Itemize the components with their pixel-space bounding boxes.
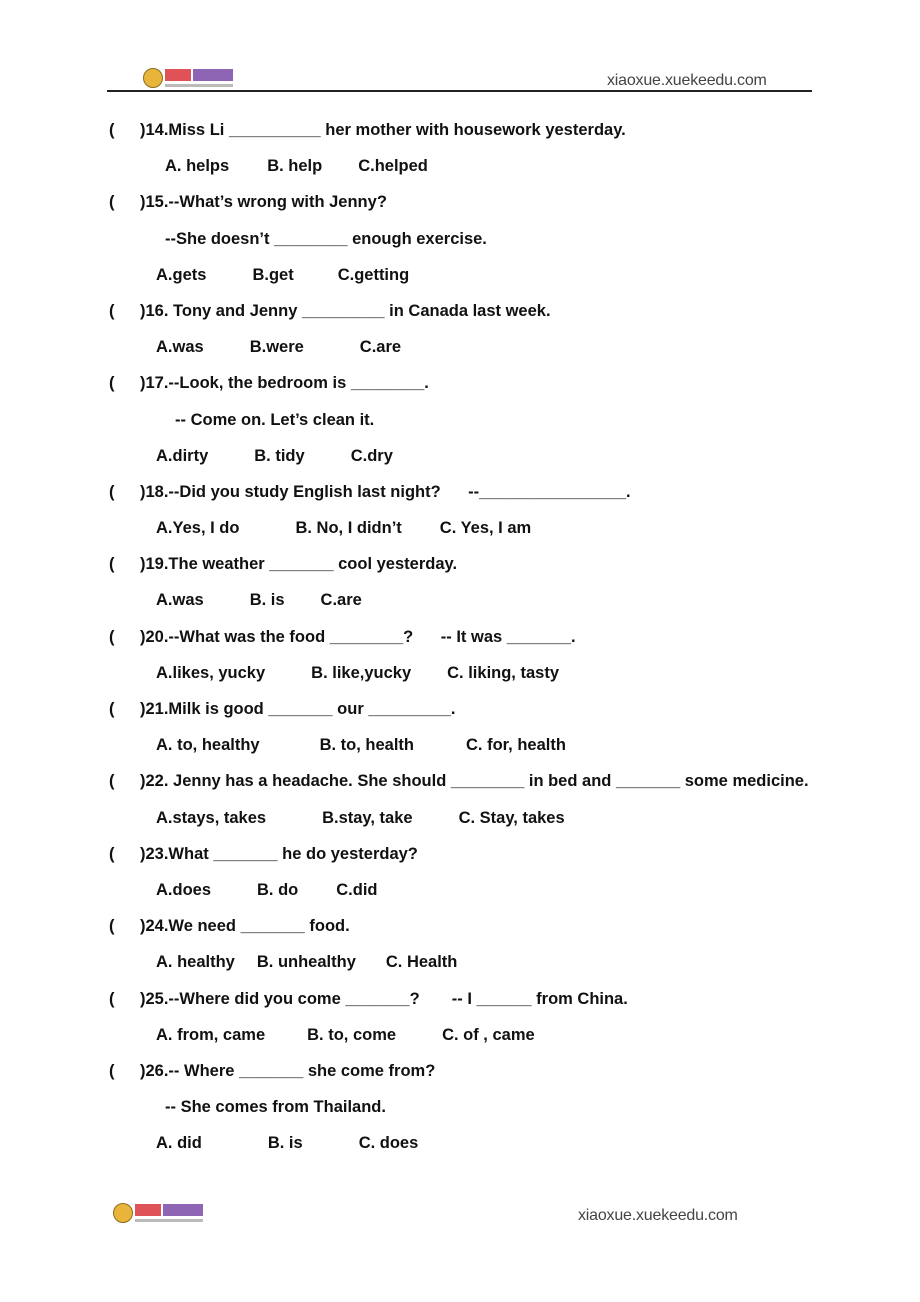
options bbox=[156, 1125, 418, 1161]
option-c[interactable]: C.dry bbox=[350, 446, 393, 465]
question-list bbox=[0, 112, 920, 1161]
question-row bbox=[0, 1053, 920, 1089]
option-c[interactable]: C. Health bbox=[385, 953, 458, 972]
question-row bbox=[0, 474, 920, 510]
option-c[interactable]: C.are bbox=[320, 591, 362, 610]
option-a[interactable]: A.stays, takes bbox=[156, 808, 267, 827]
question-row bbox=[0, 763, 920, 799]
question-stem: )24.We need _______ food. bbox=[140, 917, 350, 936]
options-row bbox=[0, 510, 920, 546]
options bbox=[156, 800, 565, 836]
options bbox=[156, 438, 393, 474]
question-row bbox=[0, 981, 920, 1017]
option-c[interactable]: C.getting bbox=[337, 265, 410, 284]
option-b[interactable]: B. tidy bbox=[254, 446, 305, 465]
option-b[interactable]: B.get bbox=[252, 265, 294, 284]
options-row bbox=[0, 1017, 920, 1053]
options bbox=[156, 510, 531, 546]
site-logo bbox=[143, 66, 235, 90]
option-a[interactable]: A. healthy bbox=[156, 953, 235, 972]
option-b[interactable]: B. like,yucky bbox=[311, 663, 412, 682]
options-row bbox=[0, 582, 920, 618]
question-stem: )14.Miss Li __________ her mother with housework yesterday. bbox=[140, 121, 626, 139]
answer-blank-paren[interactable]: ( bbox=[109, 917, 115, 936]
option-c[interactable]: C. of , came bbox=[442, 1025, 535, 1044]
answer-blank-paren[interactable]: ( bbox=[109, 482, 115, 501]
answer-blank-paren[interactable]: ( bbox=[109, 555, 115, 574]
option-b[interactable]: B. help bbox=[267, 157, 323, 176]
option-a[interactable]: A. to, healthy bbox=[156, 736, 260, 755]
question-row bbox=[0, 836, 920, 872]
option-c[interactable]: C.did bbox=[336, 880, 378, 899]
question-row bbox=[0, 184, 920, 220]
option-a[interactable]: A.dirty bbox=[156, 446, 209, 465]
options bbox=[156, 329, 401, 365]
followup-row bbox=[0, 1089, 920, 1125]
options bbox=[156, 1017, 535, 1053]
answer-blank-paren[interactable]: ( bbox=[109, 121, 115, 139]
option-a[interactable]: A.likes, yucky bbox=[156, 663, 266, 682]
options bbox=[165, 148, 428, 184]
option-b[interactable]: B. unhealthy bbox=[256, 953, 356, 972]
question-stem: )22. Jenny has a headache. She should ________ in bed and _______ some medicine. bbox=[140, 772, 809, 791]
question-stem: )15.--What’s wrong with Jenny? bbox=[140, 193, 387, 212]
option-b[interactable]: B.were bbox=[249, 338, 304, 357]
question-followup: -- Come on. Let’s clean it. bbox=[175, 410, 375, 429]
option-c[interactable]: C.are bbox=[359, 338, 402, 357]
question-stem: )20.--What was the food ________? -- It was _______. bbox=[140, 627, 576, 646]
option-c[interactable]: C. liking, tasty bbox=[447, 663, 559, 682]
followup-row bbox=[0, 402, 920, 438]
question-stem: )23.What _______ he do yesterday? bbox=[140, 844, 418, 863]
question-row bbox=[0, 691, 920, 727]
question-row bbox=[0, 619, 920, 655]
followup-row bbox=[0, 221, 920, 257]
options-row bbox=[0, 257, 920, 293]
options bbox=[156, 582, 362, 618]
answer-blank-paren[interactable]: ( bbox=[109, 989, 115, 1008]
answer-blank-paren[interactable]: ( bbox=[109, 844, 115, 863]
option-c[interactable]: C. for, health bbox=[466, 736, 566, 755]
question-stem: )21.Milk is good _______ our _________. bbox=[140, 700, 456, 718]
options bbox=[156, 655, 559, 691]
question-followup: --She doesn’t ________ enough exercise. bbox=[165, 229, 487, 248]
option-c[interactable]: C. Yes, I am bbox=[439, 519, 532, 538]
question-row bbox=[0, 908, 920, 944]
answer-blank-paren[interactable]: ( bbox=[109, 301, 115, 320]
option-b[interactable]: B. do bbox=[257, 880, 299, 899]
option-c[interactable]: C. Stay, takes bbox=[458, 808, 565, 827]
options bbox=[156, 944, 457, 980]
header-url: xiaoxue.xuekeedu.com bbox=[607, 72, 767, 89]
answer-blank-paren[interactable]: ( bbox=[109, 700, 115, 718]
option-b[interactable]: B. is bbox=[267, 1134, 303, 1153]
question-row bbox=[0, 365, 920, 401]
options bbox=[156, 727, 566, 763]
option-c[interactable]: C. does bbox=[358, 1134, 419, 1153]
options-row bbox=[0, 800, 920, 836]
question-stem: )18.--Did you study English last night? --________________. bbox=[140, 482, 631, 501]
answer-blank-paren[interactable]: ( bbox=[109, 374, 115, 393]
question-stem: )17.--Look, the bedroom is ________. bbox=[140, 374, 429, 393]
option-a[interactable]: A.was bbox=[156, 591, 204, 610]
option-a[interactable]: A.gets bbox=[156, 265, 207, 284]
question-stem: )26.-- Where _______ she come from? bbox=[140, 1061, 436, 1080]
options-row bbox=[0, 438, 920, 474]
answer-blank-paren[interactable]: ( bbox=[109, 193, 115, 212]
question-stem: )19.The weather _______ cool yesterday. bbox=[140, 555, 458, 574]
options-row bbox=[0, 329, 920, 365]
answer-blank-paren[interactable]: ( bbox=[109, 627, 115, 646]
options bbox=[156, 872, 378, 908]
options-row bbox=[0, 944, 920, 980]
question-row bbox=[0, 293, 920, 329]
question-stem: )25.--Where did you come _______? -- I ______ from China. bbox=[140, 989, 628, 1008]
header-divider bbox=[107, 90, 812, 92]
question-row bbox=[0, 112, 920, 148]
option-a[interactable]: A. helps bbox=[165, 157, 230, 176]
option-b[interactable]: B. to, health bbox=[319, 736, 415, 755]
option-c[interactable]: C.helped bbox=[358, 157, 428, 176]
options-row bbox=[0, 727, 920, 763]
option-a[interactable]: A.Yes, I do bbox=[156, 519, 240, 538]
option-b[interactable]: B. is bbox=[249, 591, 285, 610]
option-b[interactable]: B. to, come bbox=[307, 1025, 397, 1044]
options bbox=[156, 257, 409, 293]
option-b[interactable]: B.stay, take bbox=[322, 808, 413, 827]
option-a[interactable]: A. from, came bbox=[156, 1025, 266, 1044]
question-row bbox=[0, 546, 920, 582]
option-a[interactable]: A.does bbox=[156, 880, 212, 899]
answer-blank-paren[interactable]: ( bbox=[109, 772, 115, 791]
answer-blank-paren[interactable]: ( bbox=[109, 1061, 115, 1080]
option-a[interactable]: A.was bbox=[156, 338, 204, 357]
footer-url: xiaoxue.xuekeedu.com bbox=[578, 1207, 738, 1224]
options-row bbox=[0, 872, 920, 908]
options-row bbox=[0, 655, 920, 691]
footer-logo bbox=[113, 1201, 205, 1225]
question-followup: -- She comes from Thailand. bbox=[165, 1098, 386, 1117]
option-b[interactable]: B. No, I didn’t bbox=[295, 519, 402, 538]
option-a[interactable]: A. did bbox=[156, 1134, 202, 1153]
question-stem: )16. Tony and Jenny _________ in Canada last week. bbox=[140, 301, 551, 320]
options-row bbox=[0, 148, 920, 184]
options-row bbox=[0, 1125, 920, 1161]
